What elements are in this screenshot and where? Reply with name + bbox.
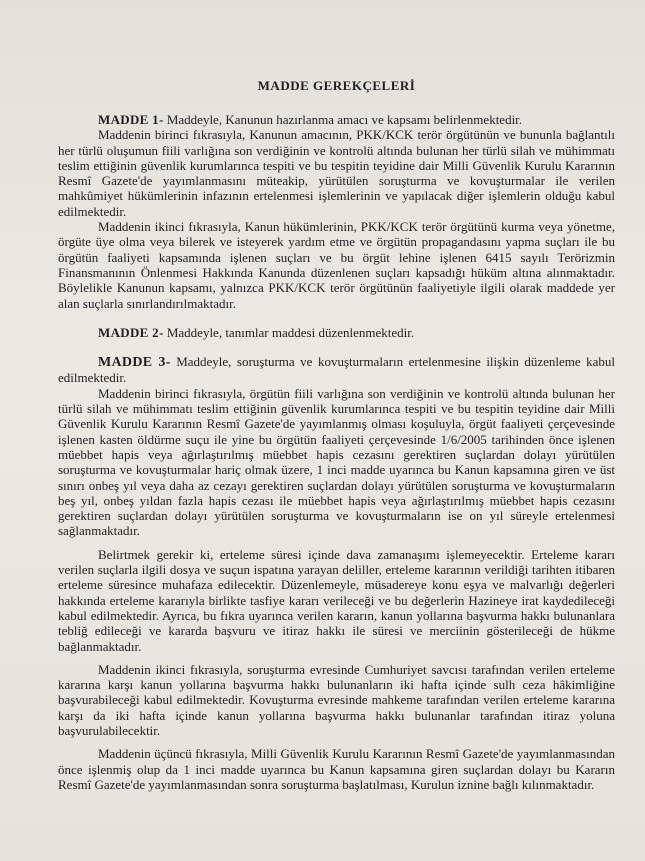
madde-2-lead: Maddeyle, tanımlar maddesi düzenlenmektedir.	[163, 324, 415, 340]
madde-3-heading-paragraph	[58, 354, 615, 386]
madde-2-heading-paragraph	[58, 325, 615, 340]
document-title: MADDE GEREKÇELERİ	[257, 78, 416, 93]
madde-2-label: MADDE 2-	[98, 324, 164, 340]
madde-1-paragraph-1: Maddenin birinci fıkrasıyla, Kanunun amacının, PKK/KCK terör örgütünün ve bununla bağlantılı her türlü oluşumun fiili varlığına son verdiğinin ve kontrolü altında bulunan her türlü silah ve mühimmatı teslim ettiğinin güvenlik kurumlarınca tespiti ve bu tespitin teyidine dair Milli Güvenlik Kurulu Kararının Resmî Gazete'de yayımlanmasını müteakip, yürütülen soruşturma ve kovuşturmalar ile verilen mahkûmiyet hükümlerinin infazının ertelenmesi işlemlerinin ve yapılacak diğer işlemlerin olduğu kabul edilmektedir.	[58, 127, 615, 219]
madde-3-paragraph-2: Belirtmek gerekir ki, erteleme süresi içinde dava zamanaşımı işlemeyecektir. Erteleme kararı verilen suçlarla ilgili dosya ve suçun ispatına yarayan deliller, erteleme kararının verildiği tarihten itibaren erteleme süresince muhafaza edilecektir. Düzenlemeyle, müsadereye konu eşya ve malvarlığı değerleri hakkında erteleme kararıyla birlikte tasfiye kararı verileceği ve bu değerlerin Hazineye irat kaydedileceği kabul edilmektedir. Ayrıca, bu fıkra uyarınca verilen kararın, kanun yollarına başvurma hakkı bulunanlara tebliğ edileceği ve kararda başvuru ve itiraz hakkı ile süresi ve merciinin gösterileceği de hükme bağlanmaktadır.	[58, 546, 615, 654]
madde-1-heading-paragraph	[58, 112, 615, 127]
madde-3-section	[58, 354, 615, 792]
madde-1-lead: Maddeyle, Kanunun hazırlanma amacı ve kapsamı belirlenmektedir.	[163, 112, 523, 127]
madde-3-paragraph-3: Maddenin ikinci fıkrasıyla, soruşturma evresinde Cumhuriyet savcısı tarafından verilen erteleme kararına karşı kanun yollarına başvurma hakkı bulunanların iki hafta içinde sulh ceza hâkimliğine başvurabileceği kabul edilmektedir. Kovuşturma evresinde mahkeme tarafından verilen erteleme kararına karşı da iki hafta içinde kanun yollarına başvurma hakkı bulunanlar tarafından itiraz yoluna başvurulabilecektir.	[58, 661, 615, 738]
madde-1-label: MADDE 1-	[98, 112, 164, 127]
madde-3-label: MADDE 3-	[98, 355, 171, 371]
madde-1-paragraph-2: Maddenin ikinci fıkrasıyla, Kanun hükümlerinin, PKK/KCK terör örgütünü kurma veya yönetme, örgüte üye olma veya bilerek ve isteyerek yardım etme ve örgütün propagandasını yapma suçları ile bu örgütün faaliyeti kapsamında işlenen suçları ve bu örgüt lehine işlenen 6415 sayılı Terörizmin Finansmanının Önlenmesi Hakkında Kanunda düzenlenen suçları kapsadığı hüküm altına alınmaktadır. Böylelikle Kanunun kapsamı, yalnızca PKK/KCK terör örgütünün faaliyetiyle ilgili olarak maddede yer alan suçlarla sınırlandırılmaktadır.	[58, 219, 615, 311]
madde-3-paragraph-1: Maddenin birinci fıkrasıyla, örgütün fiili varlığına son verdiğinin ve kontrolü altında bulunan her türlü silah ve mühimmatı teslim ettiğinin güvenlik kurumlarınca tespiti ve bu tespitin teyidine dair Milli Güvenlik Kurulu Kararının Resmî Gazete'de yayımlanmış olması koşuluyla, örgüt faaliyeti çerçevesinde işlenen kasten öldürme suçu ile yine bu örgütün faaliyeti çerçevesinde 1/6/2005 tarihinden önce işlenen müebbet hapis veya ağırlaştırılmış müebbet hapis cezasını gerektiren suçlardan dolayı yürütülen soruşturma ve kovuşturmalar hariç olmak üzere, 1 inci madde uyarınca bu Kanun kapsamına giren ve üst sınırı onbeş yıl veya daha az cezayı gerektiren suçlardan dolayı yürütülen soruşturma ve kovuşturmaların beş yıl, onbeş yıldan fazla hapis cezası ile müebbet hapis veya ağırlaştırılmış müebbet hapis cezasını gerektiren suçlardan dolayı yürütülen soruşturma ve kovuşturmaların ise on yıl süreyle ertelenmesi sağlanmaktadır.	[58, 385, 615, 539]
madde-3-paragraph-4: Maddenin üçüncü fıkrasıyla, Milli Güvenlik Kurulu Kararının Resmî Gazete'de yayımlanmasından önce işlenmiş olup da 1 inci madde uyarınca bu Kanun kapsamına giren suçlardan dolayı bu Kararın Resmî Gazete'de yayımlanmasından sonra soruşturma başlatılması, Kurulun iznine bağlı kılınmaktadır.	[58, 746, 615, 792]
madde-3-lead: Maddeyle, soruşturma ve kovuşturmaların ertelenmesine ilişkin düzenleme kabul edilmektedir.	[58, 354, 616, 386]
